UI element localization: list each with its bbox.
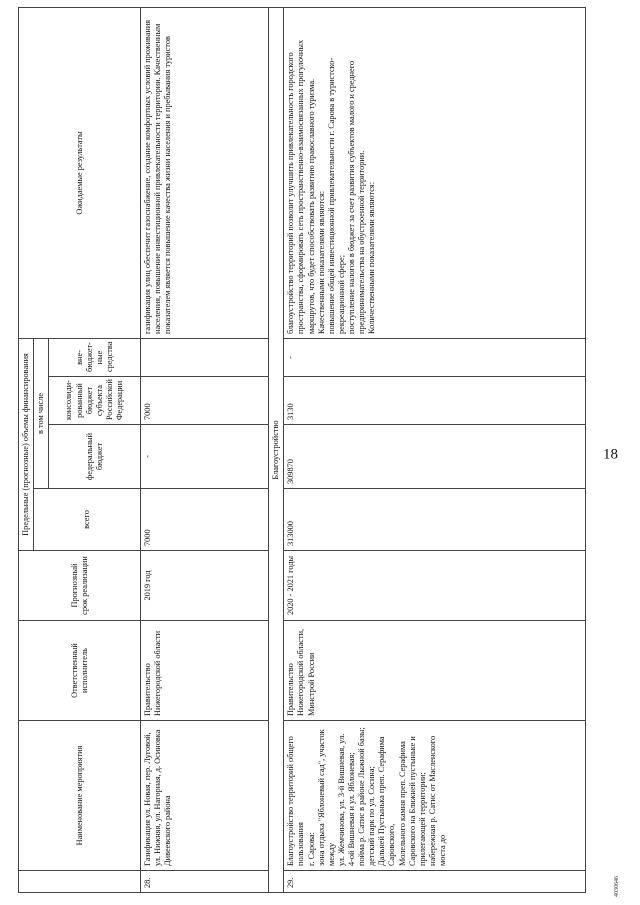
header-including: в том числе xyxy=(34,338,49,488)
row-term: 2019 год xyxy=(141,551,269,621)
header-total: всего xyxy=(34,489,141,551)
row-results: газификация улиц обеспечит газоснабжение, создание комфортных условий проживания населения, повышение инвестиционной привлекательности территории. Качественным показателем является повышение качества жизни населения и пребывания туристов xyxy=(141,7,269,338)
row-num: 28. xyxy=(141,871,269,893)
header-name: Наименование мероприятия xyxy=(19,721,141,871)
row-federal: 309870 xyxy=(284,425,586,489)
row-results: благоустройство территорий позволит улучшить привлекательность городского пространства, сформировать сеть пространственно-взаимосвязанных прогулочных маршрутов, что будет способствовать развитию православного туризма. Качественными показателями являются: повышение общей инвестиционной привлекательности г. Сарова в туристско-рекреационной сфере; поступление налогов в бюджет за счет развития субъектов малого и среднего предпринимательства на обустроенной территории. Количественными показателями являются: xyxy=(284,7,586,338)
row-total: 7000 xyxy=(141,489,269,551)
row-name: Благоустройство территорий общего пользования г. Сарова: зона отдыха "Яблоневый сад", участок между ул. Жемчинова, ул. 3-й Вишневая, ул. 4-ой Вишневая и ул. Яблоневая; пойма р. Сатис в районе Лыжной базы; детский парк по ул. Сосина; Дальней Пустынька преп. Серафима Саровского, Молельного камня преп. Серафима Саровского на Ближней пустыньке и прилегающей территории; набережная р. Сатис от Масленского моста до xyxy=(284,721,586,871)
section-row xyxy=(269,7,284,892)
header-regional: консолиди-рованный бюджет субъекта Российской Федерации xyxy=(49,377,141,425)
measures-table xyxy=(18,7,586,893)
header-responsible: Ответственный исполнитель xyxy=(19,621,141,721)
header-results: Ожидаемые результаты xyxy=(19,7,141,338)
row-term: 2020 - 2021 годы xyxy=(284,551,586,621)
table-row xyxy=(284,7,586,892)
row-responsible: Правительство Нижегородской области xyxy=(141,621,269,721)
row-federal: - xyxy=(141,425,269,489)
header-term: Прогнозный срок реализации xyxy=(19,551,141,621)
document-code: 4030646 xyxy=(614,876,620,897)
header-funding: Предельные (прогнозные) объемы финансирования xyxy=(19,338,34,550)
table-row xyxy=(141,7,269,892)
row-responsible: Правительство Нижегородской области, Минстрой России xyxy=(284,621,586,721)
row-regional: 3130 xyxy=(284,377,586,425)
header-row-1 xyxy=(19,7,34,892)
row-regional: 7000 xyxy=(141,377,269,425)
row-name: Газификация ул. Новая, пер. Луговой, ул. Нижняя, ул. Нагорная, д. Осиновка Дивеевского района xyxy=(141,721,269,871)
section-title: Благоустройство xyxy=(269,7,284,892)
header-num xyxy=(19,871,141,893)
header-extra: вне-бюджет-ные средства xyxy=(49,338,141,376)
row-extra xyxy=(141,338,269,376)
page-number: 18 xyxy=(603,446,618,463)
row-num: 29. xyxy=(284,871,586,893)
row-extra: - xyxy=(284,338,586,376)
row-total: 313000 xyxy=(284,489,586,551)
header-federal: федеральный бюджет xyxy=(49,425,141,489)
